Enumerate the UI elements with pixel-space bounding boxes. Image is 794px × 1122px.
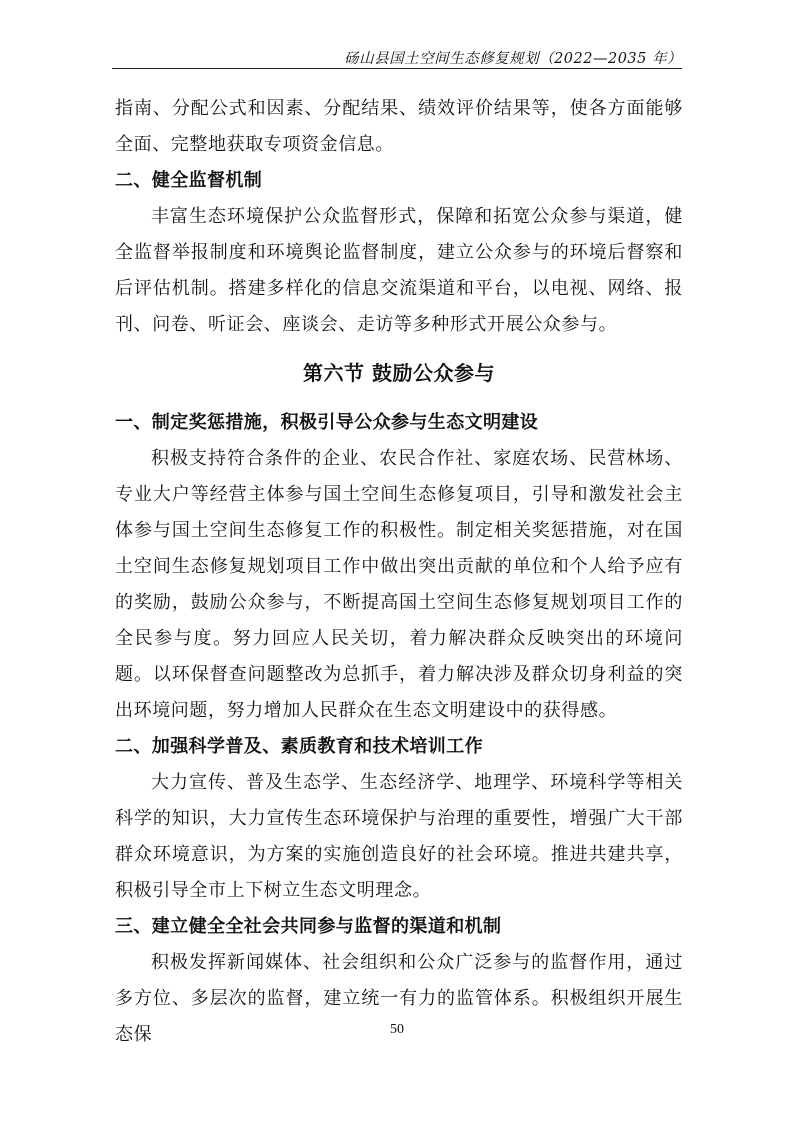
section-title: 第六节 鼓励公众参与 — [303, 361, 495, 385]
paragraph-continuation: 指南、分配公式和因素、分配结果、绩效评价结果等，使各方面能够全面、完整地获取专项资金信息。 — [115, 98, 683, 155]
header-rule — [112, 68, 682, 69]
paragraph-education: 大力宣传、普及生态学、生态经济学、地理学、环境科学等相关科学的知识，大力宣传生态环境保护与治理的重要性，增强广大干部群众环境意识，为方案的实施创造良好的社会环境。推进共建共享，积极引导全市上下树立生态文明理念。 — [115, 772, 683, 901]
running-header: 砀山县国土空间生态修复规划（2022—2035 年） — [344, 51, 682, 67]
page-body — [115, 91, 683, 1053]
subsection-heading-channels: 三、建立健全全社会共同参与监督的渠道和机制 — [115, 916, 502, 937]
page-number: 50 — [390, 1022, 404, 1037]
paragraph-supervision: 丰富生态环境保护公众监督形式，保障和拓宽公众参与渠道，健全监督举报制度和环境舆论监督制度，建立公众参与的环境后督察和后评估机制。搭建多样化的信息交流渠道和平台，以电视、网络、报刊、问卷、听证会、座谈会、走访等多种形式开展公众参与。 — [115, 206, 683, 335]
subsection-heading-education: 二、加强科学普及、素质教育和技术培训工作 — [115, 736, 483, 757]
subsection-heading-supervision: 二、健全监督机制 — [115, 170, 263, 191]
paragraph-incentives: 积极支持符合条件的企业、农民合作社、家庭农场、民营林场、专业大户等经营主体参与国土空间生态修复项目，引导和激发社会主体参与国土空间生态修复工作的积极性。制定相关奖惩措施，对在国土空间生态修复规划项目工作中做出突出贡献的单位和个人给予应有的奖励，鼓励公众参与，不断提高国土空间生态修复规划项目工作的全民参与度。努力回应人民关切，着力解决群众反映突出的环境问题。以环保督查问题整改为总抓手，着力解决涉及群众切身利益的突出环境问题，努力增加人民群众在生态文明建设中的获得感。 — [115, 448, 683, 721]
paragraph-channels: 积极发挥新闻媒体、社会组织和公众广泛参与的监督作用，通过多方位、多层次的监督，建立统一有力的监管体系。积极组织开展生态保 — [115, 952, 683, 1045]
subsection-heading-incentives: 一、制定奖惩措施，积极引导公众参与生态文明建设 — [115, 412, 539, 433]
